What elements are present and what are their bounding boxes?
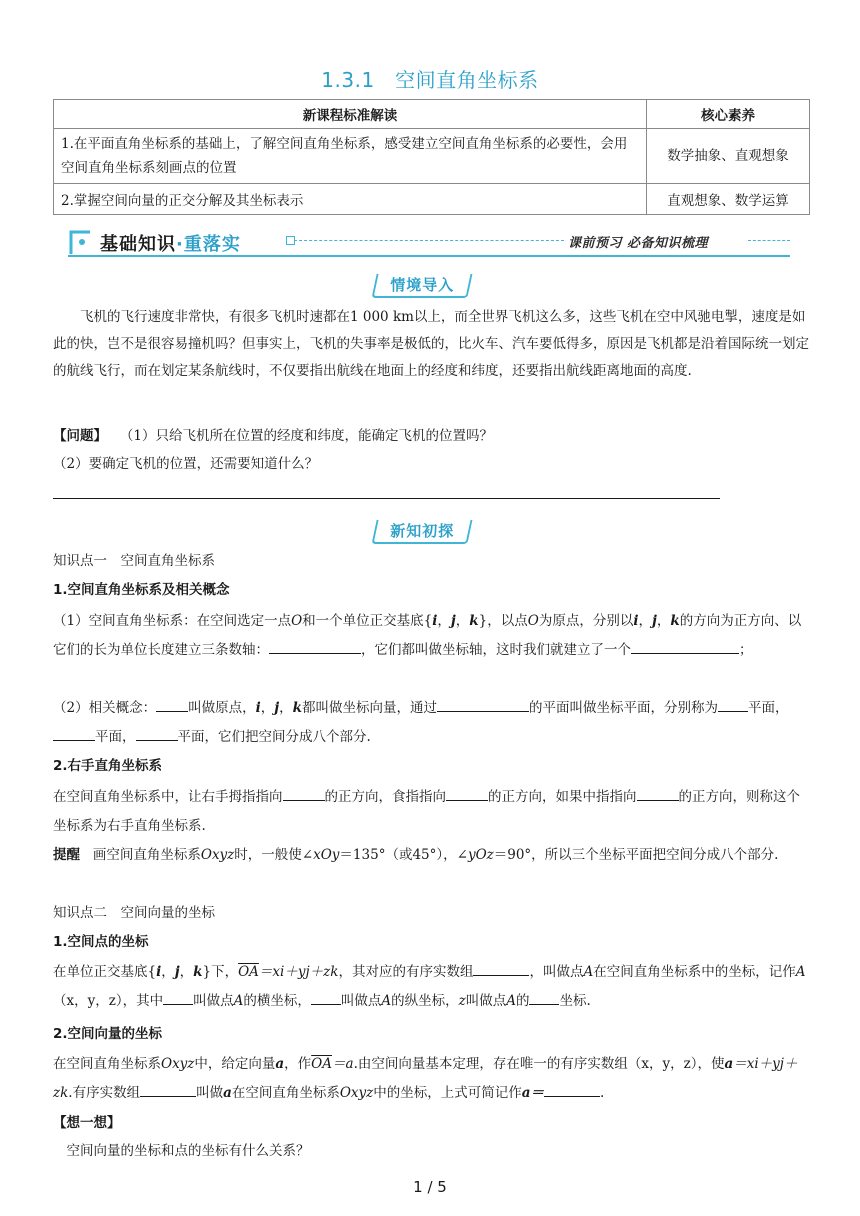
fill-blank[interactable]: [163, 990, 193, 1005]
corner-bracket-icon: [68, 228, 96, 258]
kp2-heading-2: 2.空间向量的坐标: [53, 1026, 163, 1042]
kp2-heading-1: 1.空间点的坐标: [53, 934, 149, 950]
fill-blank[interactable]: [718, 697, 748, 712]
think-label: 【想一想】: [53, 1115, 121, 1131]
kp2-title: 知识点二 空间向量的坐标: [53, 905, 215, 921]
vector-OA: $\overline{OA}$: [311, 1056, 332, 1072]
question-2: （2）要确定飞机的位置，还需要知道什么？: [53, 456, 319, 472]
table-cell: 数学抽象、直观想象: [647, 129, 810, 184]
table-header-row: [54, 100, 810, 129]
banner-heading-a: 基础知识: [100, 234, 176, 255]
kp1-heading-1: 1.空间直角坐标系及相关概念: [53, 582, 230, 598]
fill-blank[interactable]: [529, 990, 559, 1005]
banner-dash: [748, 240, 790, 241]
fill-blank[interactable]: [437, 697, 529, 712]
banner-subtitle: 课前预习 必备知识梳理: [568, 236, 709, 251]
banner-dot: ·: [176, 234, 184, 255]
fill-blank[interactable]: [446, 786, 488, 801]
fill-blank[interactable]: [637, 786, 679, 801]
fill-blank[interactable]: [136, 726, 178, 741]
fill-blank[interactable]: [544, 1082, 600, 1097]
answer-line: [53, 498, 720, 499]
question-1: [53, 423, 810, 450]
section-tag-intro: 情境导入: [371, 274, 472, 298]
fill-blank[interactable]: [53, 726, 95, 741]
banner-heading-b: 重落实: [183, 234, 241, 255]
table-cell: 2.掌握空间向量的正交分解及其坐标表示: [54, 184, 647, 215]
banner-rule: [68, 255, 790, 257]
page-title: 1.3.1 空间直角坐标系: [321, 68, 539, 92]
fill-blank[interactable]: [473, 961, 529, 976]
standards-table: [53, 99, 810, 215]
kp1-paragraph-3: 在空间直角坐标系中，让右手拇指指向 的正方向，食指指向 的正方向，如果中指指向 的正方向，则称这个坐标系为右手直角坐标系.: [53, 783, 810, 841]
kp1-heading-2: 2.右手直角坐标系: [53, 758, 163, 774]
kp2-paragraph-1: 在单位正交基底{i，j，k}下，$\overline{OA}=xi+yj+zk$，其对应的有序实数组 ，叫做点A在空间直角坐标系中的坐标，记作A（x，y，z），其中 叫做点A的横坐标， 叫做点A的纵坐标，z叫做点A的 坐标.: [53, 958, 810, 1016]
kp1-paragraph-2: （2）相关概念： 叫做原点，i，j，k都叫做坐标向量，通过 的平面叫做坐标平面，分别称为 平面，平面， 平面，它们把空间分成八个部分.: [53, 694, 810, 752]
banner-heading: [100, 230, 241, 256]
table-cell: 1.在平面直角坐标系的基础上，了解空间直角坐标系，感受建立空间直角坐标系的必要性，会用空间直角坐标系刻画点的位置: [54, 129, 647, 184]
vector-OA: $\overline{OA}$: [238, 964, 259, 980]
kp2-paragraph-2: 在空间直角坐标系Oxyz中，给定向量a，作$\overline{OA}=a$.由空间向量基本定理，存在唯一的有序实数组（x，y，z），使a＝xi＋yj＋zk.有序实数组 叫做a在空间直角坐标系Oxyz中的坐标，上式可简记作a＝ .: [53, 1056, 798, 1101]
question-label: 【问题】: [53, 428, 107, 444]
kp1-title: 知识点一 空间直角坐标系: [53, 553, 215, 569]
kp1-paragraph-1: （1）空间直角坐标系：在空间选定一点O和一个单位正交基底{i，j，k}，以点O为原点，分别以i，j，k的方向为正方向、以它们的长为单位长度建立三条数轴： ，它们都叫做坐标轴，这时我们就建立了一个 ；: [53, 613, 802, 658]
table-row: [54, 129, 810, 184]
section-tag-new: 新知初探: [371, 520, 472, 544]
page-number: 1 / 5: [413, 1178, 447, 1196]
fill-blank[interactable]: [311, 990, 341, 1005]
tip-label: 提醒: [53, 847, 80, 863]
table-header: 核心素养: [647, 100, 810, 129]
table-row: [54, 184, 810, 215]
fill-blank[interactable]: [283, 786, 325, 801]
tip-paragraph: 提醒 画空间直角坐标系Oxyz时，一般使∠xOy＝135°（或45°），∠yOz＝90°，所以三个坐标平面把空间分成八个部分.: [53, 847, 779, 863]
table-cell: 直观想象、数学运算: [647, 184, 810, 215]
fill-blank[interactable]: [269, 639, 361, 654]
think-text: 空间向量的坐标和点的坐标有什么关系？: [66, 1143, 310, 1159]
fill-blank[interactable]: [156, 697, 188, 712]
fill-blank[interactable]: [140, 1082, 196, 1097]
question-1-text: （1）只给飞机所在位置的经度和纬度，能确定飞机的位置吗？: [119, 428, 493, 444]
section-banner: [68, 228, 798, 258]
intro-paragraph: 飞机的飞行速度非常快，有很多飞机时速都在1 000 km以上，而全世界飞机这么多，这些飞机在空中风驰电掣，速度是如此的快，岂不是很容易撞机吗？但事实上，飞机的失事率是极低的，比火车、汽车要低得多，原因是飞机都是沿着国际统一划定的航线飞行，而在划定某条航线时，不仅要指出航线在地面上的经度和纬度，还要指出航线距离地面的高度.: [53, 309, 809, 379]
table-header: 新课程标准解读: [54, 100, 647, 129]
fill-blank[interactable]: [631, 639, 739, 654]
banner-dash: [294, 240, 564, 241]
